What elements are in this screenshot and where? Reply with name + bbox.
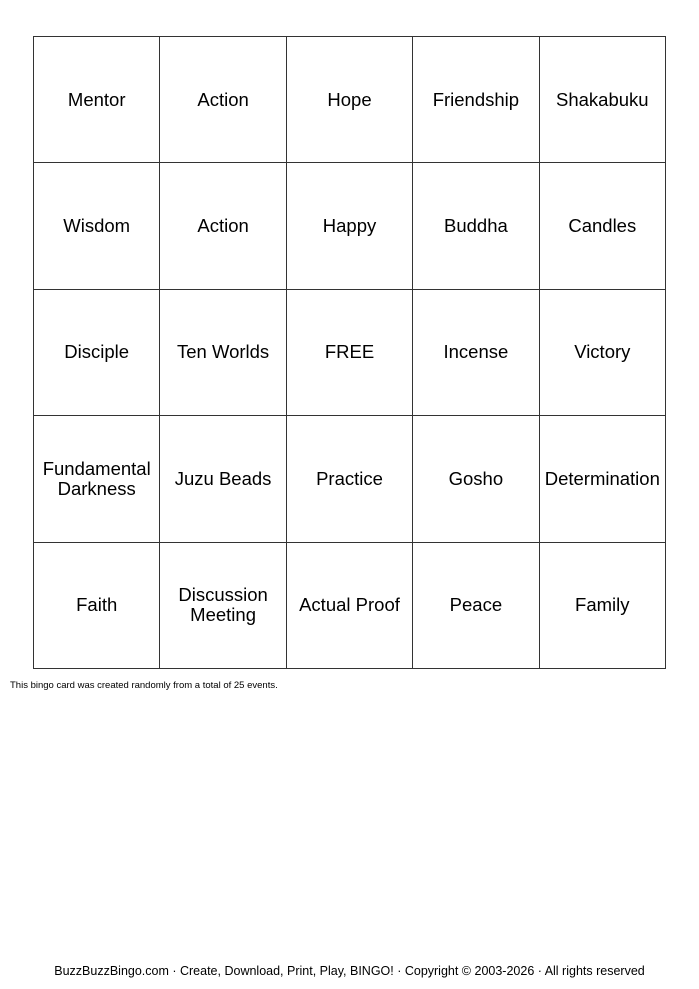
bingo-cell-r1-c5: Shakabuku <box>540 37 666 163</box>
bingo-cell-r5-c4: Peace <box>413 543 539 669</box>
bingo-cell-r2-c2: Action <box>160 163 286 289</box>
bingo-cell-r4-c3: Practice <box>287 416 413 542</box>
bingo-cell-r5-c5: Family <box>540 543 666 669</box>
bingo-cell-r1-c2: Action <box>160 37 286 163</box>
bingo-cell-r2-c5: Candles <box>540 163 666 289</box>
bingo-free-cell: FREE <box>287 290 413 416</box>
generation-note: This bingo card was created randomly from a total of 25 events. <box>10 680 278 691</box>
bingo-cell-r5-c3: Actual Proof <box>287 543 413 669</box>
bingo-card-grid <box>33 36 666 669</box>
bingo-cell-r4-c5: Determination <box>540 416 666 542</box>
bingo-cell-r1-c1: Mentor <box>34 37 160 163</box>
bingo-cell-r4-c4: Gosho <box>413 416 539 542</box>
bingo-cell-r2-c3: Happy <box>287 163 413 289</box>
bingo-cell-r2-c1: Wisdom <box>34 163 160 289</box>
bingo-cell-r4-c1: Fundamental Darkness <box>34 416 160 542</box>
bingo-cell-r5-c1: Faith <box>34 543 160 669</box>
bingo-cell-r3-c2: Ten Worlds <box>160 290 286 416</box>
bingo-cell-r3-c4: Incense <box>413 290 539 416</box>
bingo-cell-r5-c2: Discussion Meeting <box>160 543 286 669</box>
bingo-cell-r1-c3: Hope <box>287 37 413 163</box>
bingo-cell-r3-c5: Victory <box>540 290 666 416</box>
site-footer: BuzzBuzzBingo.com · Create, Download, Print, Play, BINGO! · Copyright © 2003-2026 · All rights reserved <box>54 964 645 978</box>
bingo-cell-r4-c2: Juzu Beads <box>160 416 286 542</box>
bingo-cell-r3-c1: Disciple <box>34 290 160 416</box>
bingo-cell-r2-c4: Buddha <box>413 163 539 289</box>
bingo-cell-r1-c4: Friendship <box>413 37 539 163</box>
